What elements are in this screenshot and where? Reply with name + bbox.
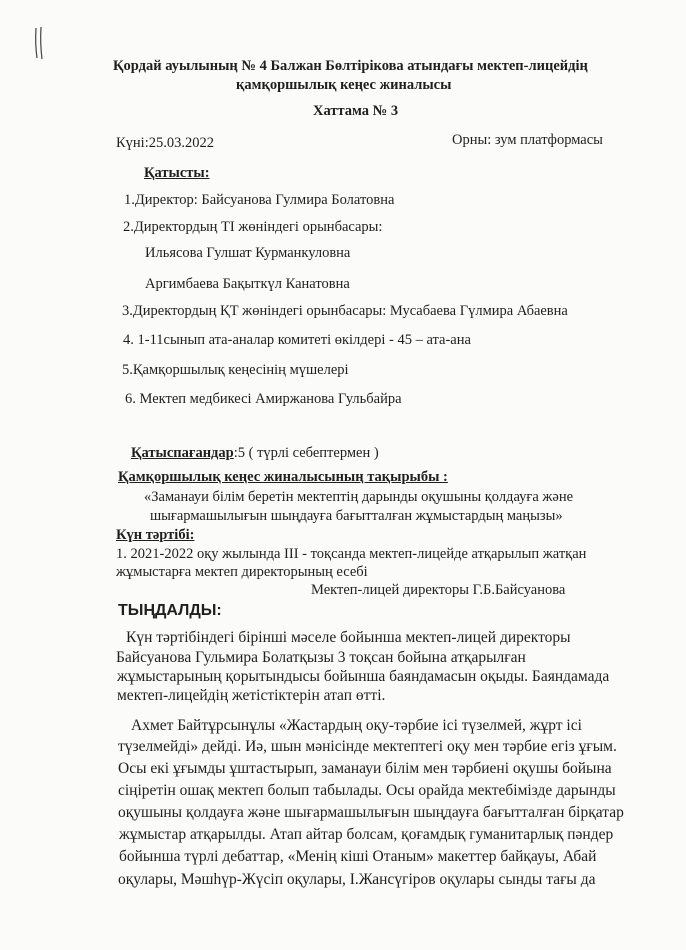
p1-line-3: жұмыстарының қорытындысы бойынша баяндамасын оқыды. Баяндамада bbox=[117, 668, 610, 685]
agenda-speaker: Мектеп-лицей директоры Г.Б.Байсуанова bbox=[311, 582, 566, 598]
topic-heading: Қамқоршылық кеңес жиналысының тақырыбы : bbox=[118, 469, 448, 485]
title-line-1: Қордай ауылының № 4 Балжан Бөлтірікова атындағы мектеп-лицейдің bbox=[113, 58, 588, 74]
p2-line-2: түзелмейді» дейді. Иә, шын мәнісінде мектептегі оқу мен тәрбие егіз ұғым. bbox=[118, 738, 617, 755]
absent-line bbox=[131, 445, 379, 462]
listened-heading: ТЫҢДАЛДЫ: bbox=[118, 602, 222, 619]
agenda-line-1: 1. 2021-2022 оқу жылында ІІІ - тоқсанда мектеп-лицейде атқарылып жатқан bbox=[116, 546, 587, 562]
meeting-place: Орны: зум платформасы bbox=[452, 132, 603, 148]
p2-line-6: жұмыстар атқарылды. Атап айтар болсам, қоғамдық гуманитарлық пәндер bbox=[119, 826, 614, 843]
topic-line-2: шығармашылығын шыңдауға бағытталған жұмыстардың маңызы» bbox=[150, 508, 563, 524]
p2-line-4: сіңіретін ошақ мектеп болып табылады. Осы орайда мектебімізде дарынды bbox=[118, 782, 616, 799]
p2-line-3: Осы екі ұғымды ұштастырып, заманауи білім мен тәрбиені оқушы бойына bbox=[118, 760, 612, 777]
absent-value: :5 ( түрлі себептермен ) bbox=[233, 445, 379, 461]
attendees-heading: Қатысты: bbox=[144, 165, 210, 181]
p1-line-1: Күн тәртібіндегі бірінші мәселе бойынша мектеп-лицей директоры bbox=[126, 629, 571, 646]
attendee-4: 4. 1-11сынып ата-аналар комитеті өкілдері - 45 – ата-ана bbox=[123, 332, 471, 348]
handwritten-mark bbox=[33, 26, 45, 60]
agenda-heading: Күн тәртібі: bbox=[116, 527, 195, 543]
p1-line-2: Байсуанова Гульмира Болатқызы 3 тоқсан бойына атқарылған bbox=[116, 649, 526, 666]
meeting-date: Күні:25.03.2022 bbox=[116, 135, 214, 151]
topic-line-1: «Заманауи білім беретін мектептің дарынды оқушыны қолдауға және bbox=[144, 489, 574, 505]
p2-line-7: бойынша түрлі дебаттар, «Менің кіші Отаным» макеттер байқауы, Абай bbox=[119, 848, 597, 865]
p1-line-4: мектеп-лицейдің жетістіктерін атап өтті. bbox=[117, 687, 386, 704]
agenda-line-2: жұмыстарға мектеп директорының есебі bbox=[116, 564, 368, 580]
absent-label: Қатыспағандар bbox=[131, 445, 234, 461]
protocol-number: Хаттама № 3 bbox=[313, 103, 399, 119]
p2-line-1: Ахмет Байтұрсынұлы «Жастардың оқу-тәрбие ісі түзелмей, жұрт ісі bbox=[131, 717, 582, 734]
title-line-2: қамқоршылық кеңес жиналысы bbox=[236, 77, 452, 93]
attendee-2a: Ильясова Гулшат Курманкуловна bbox=[145, 245, 351, 261]
p2-line-8: оқулары, Мәшһүр-Жүсіп оқулары, І.Жансүгіров оқулары сынды тағы да bbox=[118, 871, 596, 888]
attendee-6: 6. Мектеп медбикесі Амиржанова Гульбайра bbox=[125, 391, 402, 407]
attendee-2b: Аргимбаева Бақыткүл Канатовна bbox=[145, 276, 350, 292]
attendee-2: 2.Директордың ТІ жөніндегі орынбасары: bbox=[123, 219, 383, 235]
attendee-3: 3.Директордың ҚТ жөніндегі орынбасары: Мусабаева Гүлмира Абаевна bbox=[122, 303, 568, 319]
attendee-1: 1.Директор: Байсуанова Гулмира Болатовна bbox=[124, 192, 395, 208]
attendee-5: 5.Қамқоршылық кеңесінің мүшелері bbox=[122, 362, 349, 378]
p2-line-5: оқушыны қолдауға және шығармашылығын шыңдауға бағытталған бірқатар bbox=[118, 804, 624, 821]
